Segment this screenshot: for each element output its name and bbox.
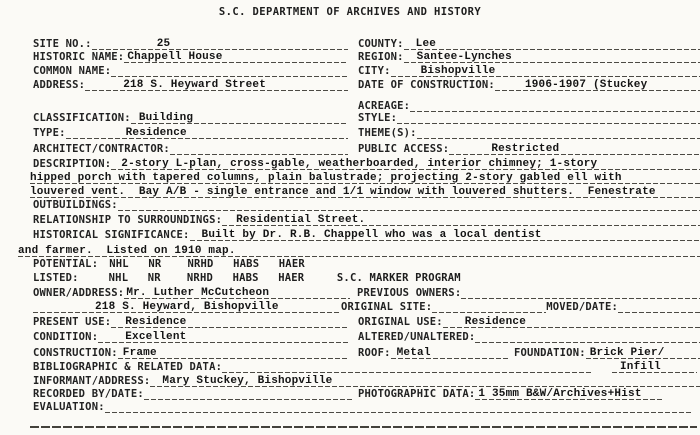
field-architect-contractor-label: ARCHITECT/CONTRACTOR: bbox=[33, 143, 170, 155]
field-description-line2-value: hipped porch with tapered columns, plain balustrade; projecting 2-story gabled ell with bbox=[30, 172, 700, 185]
field-relationship-to-surroundings-label: RELATIONSHIP TO SURROUNDINGS: bbox=[33, 214, 223, 226]
field-classification-label: CLASSIFICATION: bbox=[33, 112, 131, 124]
field-date-of-construction-value: 1906-1907 (Stuckey bbox=[495, 79, 700, 92]
field-description bbox=[33, 158, 700, 171]
field-public-access bbox=[358, 143, 700, 156]
field-previous-owners-value bbox=[461, 287, 700, 300]
field-historic-name bbox=[33, 51, 348, 64]
field-themes-value bbox=[417, 127, 700, 140]
field-photographic-data-value: 1 35mm B&W/Archives+Hist bbox=[475, 388, 663, 401]
field-foundation-value: Brick Pier/ bbox=[586, 347, 700, 360]
field-condition bbox=[33, 331, 348, 344]
field-description-line2 bbox=[30, 172, 700, 185]
field-moved-date-label: MOVED/DATE: bbox=[546, 301, 618, 313]
field-themes-label: THEME(S): bbox=[358, 127, 417, 139]
field-bibliographic bbox=[33, 361, 593, 374]
field-description-line3-value: louvered vent. Bay A/B - single entrance and 1/1 window with louvered shutters. Fenestrate bbox=[30, 186, 700, 199]
field-historical-significance-label: HISTORICAL SIGNIFICANCE: bbox=[33, 229, 190, 241]
field-architect-contractor bbox=[33, 143, 348, 156]
field-evaluation-label: EVALUATION: bbox=[33, 401, 105, 413]
field-foundation-label: FOUNDATION: bbox=[514, 347, 586, 359]
field-relationship-to-surroundings bbox=[33, 214, 700, 227]
field-altered-unaltered-label: ALTERED/UNALTERED: bbox=[358, 331, 476, 343]
field-region-label: REGION: bbox=[358, 51, 404, 63]
field-address bbox=[33, 79, 348, 92]
field-construction-value: Frame bbox=[118, 347, 348, 360]
field-site-no-label: SITE NO.: bbox=[33, 38, 92, 50]
field-evaluation-value bbox=[105, 401, 692, 414]
field-photographic-data-label: PHOTOGRAPHIC DATA: bbox=[358, 388, 476, 400]
field-historical-significance-line2-value: and farmer. Listed on 1910 map. bbox=[18, 245, 700, 258]
field-original-use bbox=[358, 316, 700, 329]
field-original-use-value: Residence bbox=[443, 316, 700, 329]
field-classification bbox=[33, 112, 348, 125]
field-evaluation bbox=[33, 401, 692, 414]
field-county bbox=[358, 38, 700, 51]
field-altered-unaltered-value bbox=[475, 331, 700, 344]
field-type-label: TYPE: bbox=[33, 127, 66, 139]
field-recorded-by-date-value bbox=[144, 388, 353, 401]
field-outbuildings bbox=[33, 199, 700, 212]
field-common-name-label: COMMON NAME: bbox=[33, 65, 112, 77]
field-moved-date-value bbox=[618, 301, 700, 314]
field-roof bbox=[358, 347, 508, 360]
field-city bbox=[358, 65, 700, 78]
field-bibliographic-value bbox=[222, 361, 593, 374]
field-roof-label: ROOF: bbox=[358, 347, 391, 359]
field-classification-value: Building bbox=[131, 112, 348, 125]
field-region-value: Santee-Lynches bbox=[404, 51, 700, 64]
field-construction-label: CONSTRUCTION: bbox=[33, 347, 118, 359]
field-condition-label: CONDITION: bbox=[33, 331, 99, 343]
field-relationship-to-surroundings-value: Residential Street. bbox=[222, 214, 700, 227]
field-photographic-data bbox=[358, 388, 663, 401]
field-foundation-line2-value: Infill bbox=[612, 361, 697, 374]
field-bibliographic-label: BIBLIOGRAPHIC & RELATED DATA: bbox=[33, 361, 223, 373]
field-altered-unaltered bbox=[358, 331, 700, 344]
field-city-label: CITY: bbox=[358, 65, 391, 77]
field-potential-options: NHL NR NRHD HABS HAER bbox=[109, 258, 305, 270]
page-title: S.C. DEPARTMENT OF ARCHIVES AND HISTORY bbox=[218, 6, 482, 18]
field-previous-owners-label: PREVIOUS OWNERS: bbox=[357, 287, 462, 299]
field-listed-label: LISTED: bbox=[33, 272, 79, 284]
field-condition-value: Excellent bbox=[98, 331, 348, 344]
field-original-site-moved-date bbox=[341, 301, 700, 314]
field-county-label: COUNTY: bbox=[358, 38, 404, 50]
field-site-no bbox=[33, 38, 348, 51]
field-type-value: Residence bbox=[66, 127, 348, 140]
field-owner-address-line2 bbox=[33, 301, 341, 314]
field-address-value: 218 S. Heyward Street bbox=[85, 79, 348, 92]
field-address-label: ADDRESS: bbox=[33, 79, 86, 91]
field-historic-name-value: Chappell House bbox=[124, 51, 348, 64]
field-foundation bbox=[514, 347, 700, 360]
field-outbuildings-label: OUTBUILDINGS: bbox=[33, 199, 118, 211]
field-present-use bbox=[33, 316, 348, 329]
field-owner-address-label: OWNER/ADDRESS: bbox=[33, 287, 125, 299]
field-original-site-value bbox=[432, 301, 546, 314]
field-listed-options: NHL NR NRHD HABS HAER S.C. MARKER PROGRAM bbox=[108, 272, 461, 284]
field-style-label: STYLE: bbox=[358, 112, 398, 124]
field-public-access-label: PUBLIC ACCESS: bbox=[358, 143, 450, 155]
field-description-value: 2-story L-plan, cross-gable, weatherboarded, interior chimney; 1-story bbox=[111, 158, 700, 171]
field-present-use-value: Residence bbox=[111, 316, 348, 329]
field-recorded-by-date bbox=[33, 388, 353, 401]
field-themes bbox=[358, 127, 700, 140]
field-historical-significance-line2 bbox=[18, 245, 700, 258]
field-region bbox=[358, 51, 700, 64]
field-owner-address-value: Mr. Luther McCutcheon bbox=[124, 287, 350, 300]
field-description-label: DESCRIPTION: bbox=[33, 158, 112, 170]
field-architect-contractor-value bbox=[170, 143, 348, 156]
field-listed bbox=[33, 272, 700, 285]
field-type bbox=[33, 127, 348, 140]
field-present-use-label: PRESENT USE: bbox=[33, 316, 112, 328]
field-city-value: Bishopville bbox=[391, 65, 700, 78]
field-informant-address-label: INFORMANT/ADDRESS: bbox=[33, 375, 151, 387]
field-historical-significance-value: Built by Dr. R.B. Chappell who was a local dentist bbox=[190, 229, 700, 242]
field-original-site-label: ORIGINAL SITE: bbox=[341, 301, 433, 313]
field-original-use-label: ORIGINAL USE: bbox=[358, 316, 443, 328]
field-recorded-by-date-label: RECORDED BY/DATE: bbox=[33, 388, 144, 400]
field-style bbox=[358, 112, 700, 125]
field-foundation-line2 bbox=[612, 361, 697, 374]
field-description-line3 bbox=[30, 186, 700, 199]
field-construction bbox=[33, 347, 348, 360]
field-potential-label: POTENTIAL: bbox=[33, 258, 99, 270]
field-previous-owners bbox=[357, 287, 700, 300]
field-historical-significance bbox=[33, 229, 700, 242]
field-acreage-label: ACREAGE: bbox=[358, 100, 411, 112]
field-site-no-value: 25 bbox=[92, 38, 348, 51]
field-common-name bbox=[33, 65, 348, 78]
field-owner-address-line2-value: 218 S. Heyward, Bishopville bbox=[33, 301, 341, 314]
field-owner-address bbox=[33, 287, 350, 300]
field-historic-name-label: HISTORIC NAME: bbox=[33, 51, 125, 63]
field-date-of-construction bbox=[358, 79, 700, 92]
field-county-value: Lee bbox=[404, 38, 700, 51]
field-public-access-value: Restricted bbox=[449, 143, 700, 156]
field-common-name-value bbox=[111, 65, 348, 78]
field-date-of-construction-label: DATE OF CONSTRUCTION: bbox=[358, 79, 495, 91]
field-potential bbox=[33, 258, 700, 271]
field-outbuildings-value bbox=[118, 199, 700, 212]
bottom-divider bbox=[30, 426, 697, 428]
field-roof-value: Metal bbox=[391, 347, 508, 360]
field-style-value bbox=[397, 112, 700, 125]
field-informant-address-value: Mary Stuckey, Bishopville bbox=[150, 375, 700, 388]
field-informant-address bbox=[33, 375, 700, 388]
